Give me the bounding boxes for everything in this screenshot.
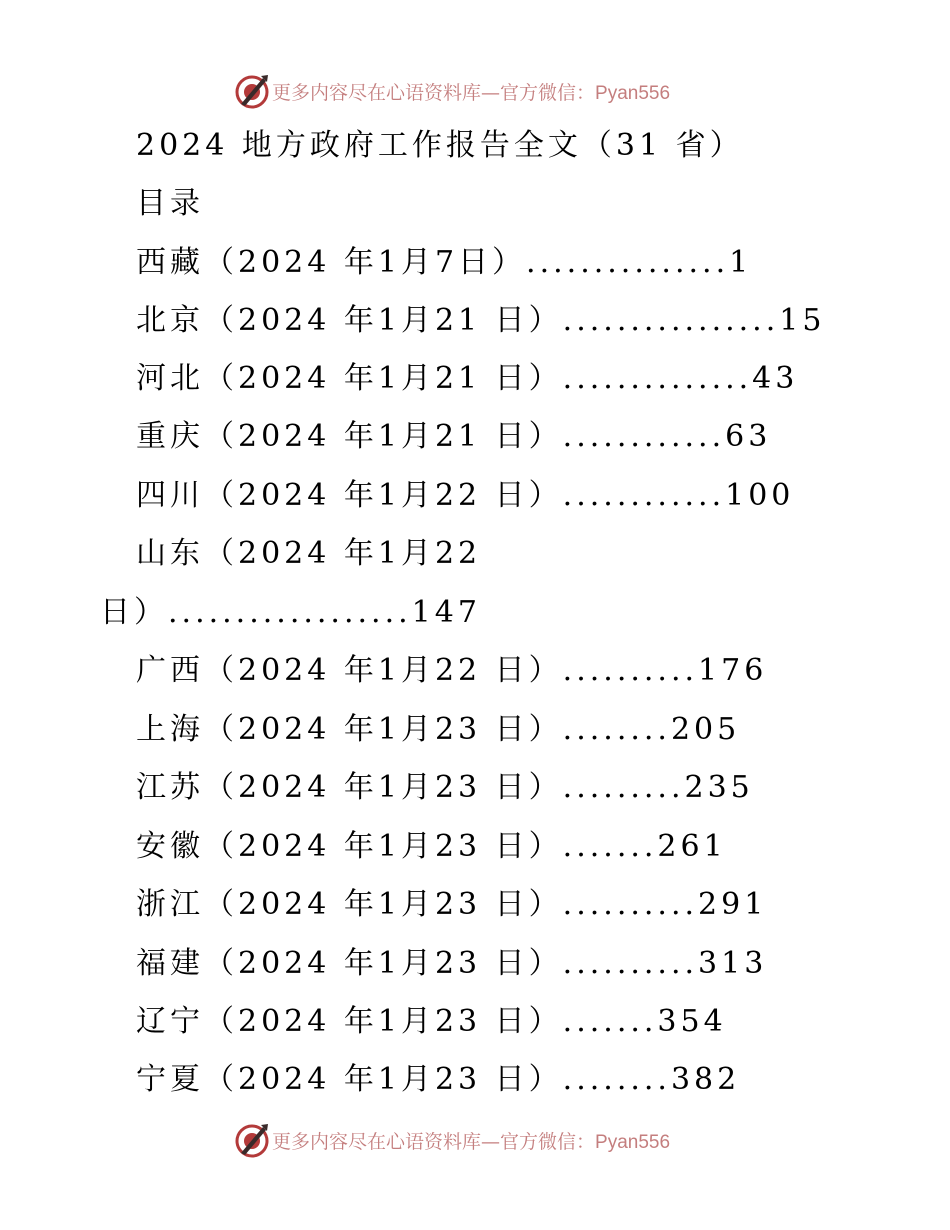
toc-entry-continuation: 日）..................147 [100,595,481,630]
toc-entry: 江苏（2024 年1月23 日）.........235 [136,770,754,805]
quill-logo-icon [233,1121,271,1159]
watermark-text: 更多内容尽在心语资料库—官方微信：Pyan556 [272,1131,671,1153]
watermark-footer [0,1121,950,1161]
document-title: 2024 地方政府工作报告全文（31 省） [136,128,744,163]
toc-entry: 河北（2024 年1月21 日）..............43 [136,361,799,396]
wechat-id: Pyan556 [595,83,671,104]
toc-entry: 北京（2024 年1月21 日）................15 [136,303,826,338]
toc-entry: 广西（2024 年1月22 日）..........176 [136,653,768,688]
toc-heading: 目录 [136,186,204,221]
toc-entry: 四川（2024 年1月22 日）............100 [136,478,795,513]
watermark-text: 更多内容尽在心语资料库—官方微信：Pyan556 [272,82,671,104]
wechat-id: Pyan556 [595,1132,671,1153]
quill-logo-icon [233,72,271,110]
watermark-header [0,72,950,112]
toc-entry: 山东（2024 年1月22 [136,536,482,571]
toc-entry: 福建（2024 年1月23 日）..........313 [136,946,768,981]
toc-entry: 重庆（2024 年1月21 日）............63 [136,419,772,454]
toc-entry: 宁夏（2024 年1月23 日）........382 [136,1062,741,1097]
toc-entry: 辽宁（2024 年1月23 日）.......354 [136,1004,727,1039]
toc-entry: 西藏（2024 年1月7日）...............1 [136,245,753,280]
toc-entry: 安徽（2024 年1月23 日）.......261 [136,829,727,864]
toc-entry: 上海（2024 年1月23 日）........205 [136,712,741,747]
toc-entry: 浙江（2024 年1月23 日）..........291 [136,887,768,922]
